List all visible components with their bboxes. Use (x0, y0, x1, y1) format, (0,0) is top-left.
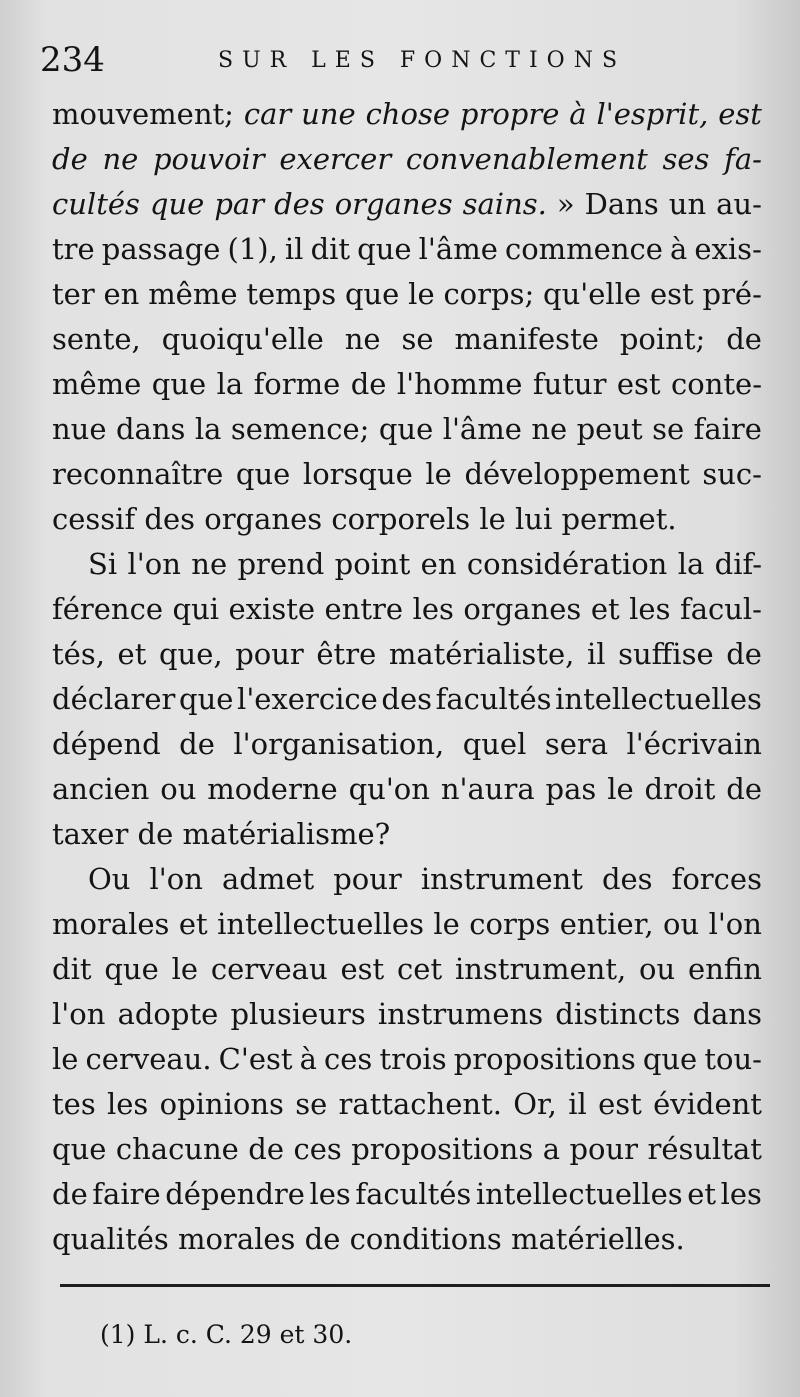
word: taxer (52, 817, 129, 851)
word: de (248, 1132, 285, 1166)
text-line (52, 677, 762, 722)
word: tre (52, 232, 95, 266)
word: est (340, 952, 385, 986)
text-line (52, 587, 762, 632)
word: au- (716, 187, 762, 221)
word: l'on (708, 907, 762, 941)
word: se (295, 1087, 328, 1121)
word: est (598, 1087, 642, 1121)
word: l'on (127, 547, 181, 581)
word: futur (532, 367, 607, 401)
word: ou (160, 772, 197, 806)
word: organes (204, 502, 323, 536)
word: instrument, (454, 952, 627, 986)
word: que (151, 367, 207, 401)
word: pour (569, 1132, 639, 1166)
word: quoiqu'elle (161, 322, 324, 356)
word: organes (334, 187, 453, 221)
word: que (378, 412, 434, 446)
word: le (433, 907, 460, 941)
word: être (316, 637, 377, 671)
word: le (408, 277, 435, 311)
word: ou (639, 952, 676, 986)
word: cultés (52, 187, 140, 221)
word: ne (191, 547, 228, 581)
word: il (586, 637, 606, 671)
text-line (52, 857, 762, 902)
word: même (148, 277, 238, 311)
page-header (40, 40, 760, 90)
word: dit (52, 952, 92, 986)
word: il (568, 1087, 587, 1121)
word: enfin (688, 952, 762, 986)
word: commence (504, 232, 663, 266)
text-line (52, 92, 762, 137)
text-line (52, 1127, 762, 1172)
text-line (52, 182, 762, 227)
footnote: (1) L. c. C. 29 et 30. (100, 1320, 353, 1349)
word: tés, (52, 637, 105, 671)
word: de (52, 1177, 88, 1211)
word: manifeste (454, 322, 599, 356)
text-line (52, 227, 762, 272)
word: pour (235, 637, 304, 671)
word: point (334, 547, 411, 581)
paragraph (52, 542, 762, 857)
word: mouvement; (52, 97, 234, 131)
word: l'âme (442, 412, 522, 446)
word: qualités (52, 1222, 169, 1256)
footnote-rule (60, 1284, 770, 1287)
text-line (52, 1172, 762, 1217)
word: est (616, 367, 661, 401)
word: Dans (584, 187, 659, 221)
word: le (52, 1042, 79, 1076)
word: cerveau. (85, 1042, 212, 1076)
word: que (104, 952, 159, 986)
word: entier, (559, 907, 654, 941)
word: morales (52, 907, 170, 941)
word: de (304, 1222, 341, 1256)
word: facultés (435, 682, 552, 716)
word: l'on (52, 997, 106, 1031)
word: les (309, 1177, 351, 1211)
word: dans (692, 997, 762, 1031)
word: le (479, 502, 506, 536)
word: que (235, 457, 291, 491)
word: tou- (704, 1042, 762, 1076)
word: l'exercice (237, 682, 378, 716)
word: et (590, 592, 620, 626)
word: l'on (149, 862, 203, 896)
word: Ou (88, 862, 131, 896)
word: résultat (647, 1132, 762, 1166)
word: fa- (724, 142, 762, 176)
word: les (412, 592, 454, 626)
word: sera (544, 727, 609, 761)
word: quel (462, 727, 527, 761)
word: les (629, 592, 671, 626)
word: se (652, 412, 685, 446)
word: matérialisme? (182, 817, 391, 851)
text-line (52, 1217, 762, 1262)
word: de (179, 727, 215, 761)
word: entre (324, 592, 404, 626)
word: car (243, 97, 292, 131)
text-line (52, 902, 762, 947)
word: conditions (349, 1222, 502, 1256)
word: organes (463, 592, 582, 626)
word: des (274, 187, 325, 221)
word: que, (158, 637, 223, 671)
word: se (401, 322, 434, 356)
text-line (52, 452, 762, 497)
word: forme (253, 367, 341, 401)
word: un (668, 187, 707, 221)
word: que (52, 1132, 107, 1166)
word: tes (52, 1087, 96, 1121)
word: pour (333, 862, 402, 896)
word: que (149, 187, 205, 221)
word: exercer (279, 142, 392, 176)
word: dif- (714, 547, 762, 581)
word: pré- (702, 277, 762, 311)
text-line (52, 407, 762, 452)
word: admet (221, 862, 315, 896)
word: droit (644, 772, 716, 806)
word: sains. (462, 187, 547, 221)
word: que (179, 682, 234, 716)
word: à (569, 97, 587, 131)
word: intellectuelles (217, 907, 424, 941)
word: pouvoir (152, 142, 265, 176)
word: dit (310, 232, 351, 266)
word: le (171, 952, 199, 986)
word: convenablement (405, 142, 648, 176)
word: férence (52, 592, 164, 626)
text-line (52, 1082, 762, 1127)
word: dépendre (165, 1177, 305, 1211)
word: de (52, 142, 88, 176)
word: distincts (555, 997, 681, 1031)
word: ne (344, 322, 381, 356)
text-line (52, 812, 762, 857)
word: de (726, 772, 762, 806)
word: et (178, 907, 208, 941)
word: que (642, 1042, 698, 1076)
word: passage (101, 232, 221, 266)
text-line (52, 632, 762, 677)
word: conte- (671, 367, 762, 401)
word: l'organisation, (233, 727, 445, 761)
word: temps (246, 277, 337, 311)
word: l'esprit, (596, 97, 709, 131)
word: qu'elle (543, 277, 642, 311)
word: cet (397, 952, 443, 986)
word: il (284, 232, 304, 266)
word: pas (545, 772, 597, 806)
word: instrument (420, 862, 583, 896)
word: ne (531, 412, 568, 446)
word: existe (228, 592, 316, 626)
word: dépend (52, 727, 161, 761)
word: est (718, 97, 762, 131)
word: lorsque (302, 457, 413, 491)
word: la (194, 412, 222, 446)
word: sente, (52, 322, 141, 356)
word: est (649, 277, 694, 311)
word: forces (671, 862, 762, 896)
word: nue (52, 412, 107, 446)
word: la (677, 547, 705, 581)
word: en (420, 547, 457, 581)
word: l'âme (418, 232, 498, 266)
word: de (726, 637, 762, 671)
word: le (425, 457, 452, 491)
word: ces (324, 1042, 373, 1076)
text-line (52, 1037, 762, 1082)
word: instrumens (377, 997, 544, 1031)
word: chacune (115, 1132, 239, 1166)
text-line (52, 317, 762, 362)
word: corporels (331, 502, 471, 536)
word: à (670, 232, 688, 266)
word: déclarer (52, 682, 176, 716)
word: faire (92, 1177, 161, 1211)
word: que (344, 277, 400, 311)
word: intellectuelles (475, 1177, 683, 1211)
word: considération (466, 547, 668, 581)
paragraph (52, 857, 762, 1262)
word: qui (172, 592, 220, 626)
word: prend (237, 547, 325, 581)
word: exis- (694, 232, 762, 266)
word: a (542, 1132, 560, 1166)
word: permet. (561, 502, 677, 536)
word: trois (379, 1042, 447, 1076)
word: facul- (679, 592, 762, 626)
word: que (357, 232, 412, 266)
text-line (52, 722, 762, 767)
word: (1), (227, 232, 278, 266)
word: facultés (355, 1177, 472, 1211)
word: les (107, 1087, 149, 1121)
word: par (214, 187, 265, 221)
word: chose (365, 97, 450, 131)
word: dans (115, 412, 186, 446)
word: des (144, 502, 196, 536)
word: semence; (230, 412, 370, 446)
word: reconnaître (52, 457, 224, 491)
word: » (556, 187, 575, 221)
word: lui (515, 502, 553, 536)
word: évident (653, 1087, 762, 1121)
word: opinions (159, 1087, 284, 1121)
word: intellectuelles (555, 682, 762, 716)
word: cerveau (210, 952, 328, 986)
word: développement (464, 457, 690, 491)
word: en (103, 277, 140, 311)
word: une (301, 97, 356, 131)
word: l'homme (396, 367, 523, 401)
word: matérialiste, (388, 637, 575, 671)
text-line (52, 272, 762, 317)
word: adopte (117, 997, 219, 1031)
word: ou (662, 907, 700, 941)
text-line (52, 137, 762, 182)
word: les (720, 1177, 762, 1211)
text-line (52, 992, 762, 1037)
word: faire (693, 412, 762, 446)
word: matérielles. (511, 1222, 685, 1256)
word: propositions (453, 1042, 636, 1076)
word: de (350, 367, 387, 401)
word: Or, (513, 1087, 557, 1121)
word: peut (576, 412, 643, 446)
word: qu'on (348, 772, 430, 806)
text-line (52, 542, 762, 587)
word: ne (102, 142, 139, 176)
word: suc- (702, 457, 762, 491)
word: ses (662, 142, 710, 176)
word: corps; (443, 277, 535, 311)
word: point; (619, 322, 706, 356)
text-line (52, 767, 762, 812)
word: l'écrivain (626, 727, 762, 761)
running-title: SUR LES FONCTIONS (218, 48, 627, 73)
word: plusieurs (230, 997, 366, 1031)
word: morales (178, 1222, 296, 1256)
word: le (607, 772, 634, 806)
body-text (52, 92, 762, 1262)
word: et (687, 1177, 717, 1211)
word: de (726, 322, 762, 356)
word: des (601, 862, 653, 896)
word: même (52, 367, 142, 401)
text-line (52, 947, 762, 992)
word: à (299, 1042, 317, 1076)
word: de (137, 817, 174, 851)
word: corps (469, 907, 551, 941)
word: ces (293, 1132, 342, 1166)
word: propre (459, 97, 560, 131)
page-number: 234 (40, 40, 105, 80)
word: moderne (207, 772, 338, 806)
paragraph (52, 92, 762, 542)
word: C'est (218, 1042, 293, 1076)
word: n'aura (440, 772, 535, 806)
word: rattachent. (338, 1087, 502, 1121)
word: des (381, 682, 432, 716)
word: la (216, 367, 244, 401)
text-line (52, 497, 762, 542)
word: suffise (618, 637, 714, 671)
word: propositions (351, 1132, 534, 1166)
text-line (52, 362, 762, 407)
word: Si (88, 547, 118, 581)
word: cessif (52, 502, 136, 536)
word: ter (52, 277, 95, 311)
word: et (117, 637, 147, 671)
word: ancien (52, 772, 150, 806)
